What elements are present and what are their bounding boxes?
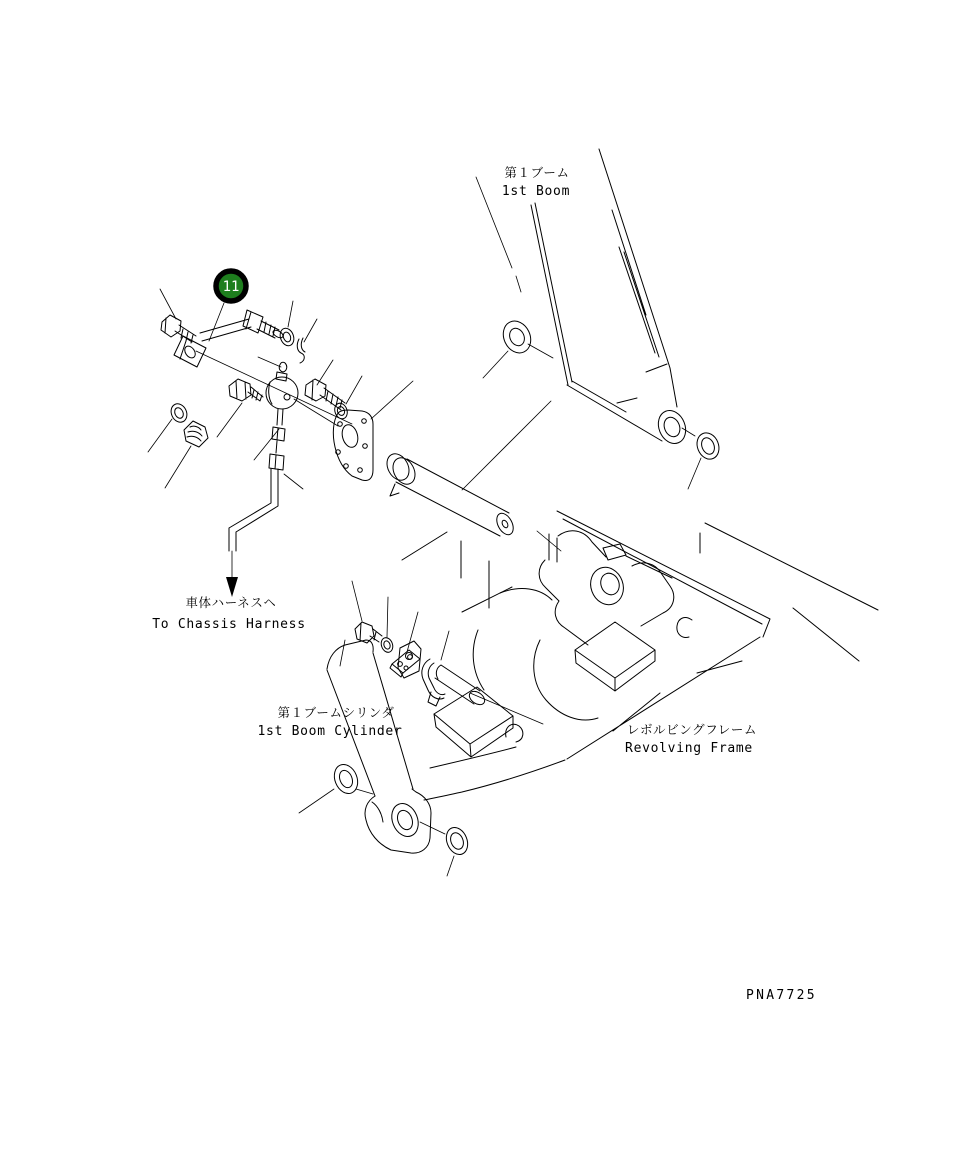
pipe-washer-inner bbox=[282, 331, 292, 343]
switch-body bbox=[266, 377, 298, 409]
pin-end-hole bbox=[501, 519, 509, 528]
small-washer-inner bbox=[383, 640, 392, 650]
cylinder-eye-outer bbox=[387, 800, 423, 841]
boom-washer-ring-inner bbox=[699, 436, 716, 456]
washer-left-inner bbox=[173, 406, 185, 419]
revolving-frame bbox=[402, 511, 878, 800]
small-washer-leader bbox=[387, 597, 388, 637]
small-washer-outer bbox=[379, 636, 394, 654]
chassis-harness-label-en: To Chassis Harness bbox=[152, 617, 306, 632]
pin-collar-front bbox=[383, 450, 414, 484]
small-flange-hole-1 bbox=[406, 653, 413, 660]
first-boom bbox=[476, 149, 723, 489]
revolving-frame-label-jp: レボルビングフレーム bbox=[626, 722, 758, 737]
arrow-head bbox=[226, 577, 238, 597]
revolving-frame-label-en: Revolving Frame bbox=[625, 741, 753, 756]
pin-body bbox=[390, 459, 509, 536]
frame-pocket-left bbox=[434, 687, 513, 757]
small-hex-bolt-leader bbox=[352, 581, 362, 621]
text-labels bbox=[152, 165, 817, 1003]
boom-pin bbox=[383, 401, 561, 551]
pipe-stub-bolt bbox=[257, 321, 279, 338]
cylinder-pin-leaders bbox=[441, 631, 543, 724]
hex-bolt-lower-left-leader bbox=[165, 446, 191, 488]
plate-hole-3 bbox=[344, 464, 349, 469]
washer-left-outer bbox=[168, 401, 190, 425]
harness-tube bbox=[226, 469, 278, 597]
frame-top-edges bbox=[557, 511, 878, 661]
frame-left-edges bbox=[402, 532, 700, 612]
boom-foot-eye-outer bbox=[654, 406, 691, 447]
washer-left-leader bbox=[148, 419, 172, 452]
boom-cylinder-label-jp: 第１ブームシリンダ bbox=[277, 705, 395, 720]
frame-details bbox=[473, 589, 692, 742]
plate-hole-5 bbox=[362, 419, 367, 424]
cylinder-ring-left-inner bbox=[337, 768, 355, 789]
cylinder-ring-left-outer bbox=[330, 761, 362, 797]
cylinder-area-fasteners bbox=[352, 581, 543, 724]
pin-end-face bbox=[493, 511, 516, 538]
hex-bolt-lower-left bbox=[184, 421, 208, 447]
boom-foot-eye-inner bbox=[661, 415, 682, 439]
mounting-plate bbox=[333, 381, 413, 481]
boom-cylinder bbox=[299, 640, 472, 876]
plate-leader bbox=[371, 381, 413, 419]
cylinder-pin bbox=[435, 665, 480, 704]
hex-bolt-right bbox=[305, 379, 345, 410]
switch-stem bbox=[269, 409, 285, 470]
pressure-switch bbox=[254, 357, 338, 489]
washer-right-leader bbox=[346, 376, 362, 404]
plate-oval-hole bbox=[340, 423, 360, 449]
harness-pipe-assembly bbox=[160, 289, 352, 424]
pipe-washer-outer bbox=[278, 326, 296, 347]
hex-bolt-right-leader bbox=[317, 360, 333, 385]
upper-left-fasteners bbox=[148, 360, 362, 488]
cylinder-ring-bottom-outer bbox=[442, 824, 471, 857]
small-plate-leader bbox=[407, 612, 418, 652]
pipe-tube bbox=[200, 310, 263, 341]
small-flange-hole-2 bbox=[404, 666, 408, 670]
plate-hole-6 bbox=[363, 444, 368, 449]
tube-outline bbox=[229, 469, 278, 551]
switch-leader-lines bbox=[254, 357, 338, 489]
pipe-banjo-face bbox=[183, 344, 198, 360]
cylinder-top-cap bbox=[327, 640, 373, 669]
cylinder-eye-inner bbox=[395, 808, 415, 832]
boom-bushing-ring-inner bbox=[507, 326, 527, 348]
hex-bolt-mid bbox=[229, 379, 263, 401]
pin-collar-back bbox=[389, 454, 420, 488]
boom-washer-ring-outer bbox=[693, 430, 723, 463]
pipe-bolt-top-left bbox=[161, 315, 196, 343]
cylinder-ring-bottom-inner bbox=[448, 831, 465, 851]
boom-bushing-ring-outer bbox=[498, 317, 536, 358]
plate-hole-1 bbox=[338, 422, 343, 427]
boom-cylinder-label-en: 1st Boom Cylinder bbox=[257, 724, 403, 739]
hex-bolt-mid-leader bbox=[217, 403, 242, 437]
callout-number: 11 bbox=[222, 279, 240, 295]
chassis-harness-label-jp: 車体ハーネスヘ bbox=[185, 595, 277, 610]
frame-boss-outer bbox=[585, 563, 628, 610]
frame-pocket-center bbox=[575, 622, 655, 691]
switch-body-detail bbox=[284, 394, 290, 400]
boom-label-en: 1st Boom bbox=[501, 184, 571, 199]
drawing-number: PNA7725 bbox=[746, 988, 817, 1003]
pin-leader-lines bbox=[462, 401, 561, 551]
boom-label-jp: 第１ブーム bbox=[504, 165, 570, 180]
plate-hole-4 bbox=[358, 468, 363, 473]
